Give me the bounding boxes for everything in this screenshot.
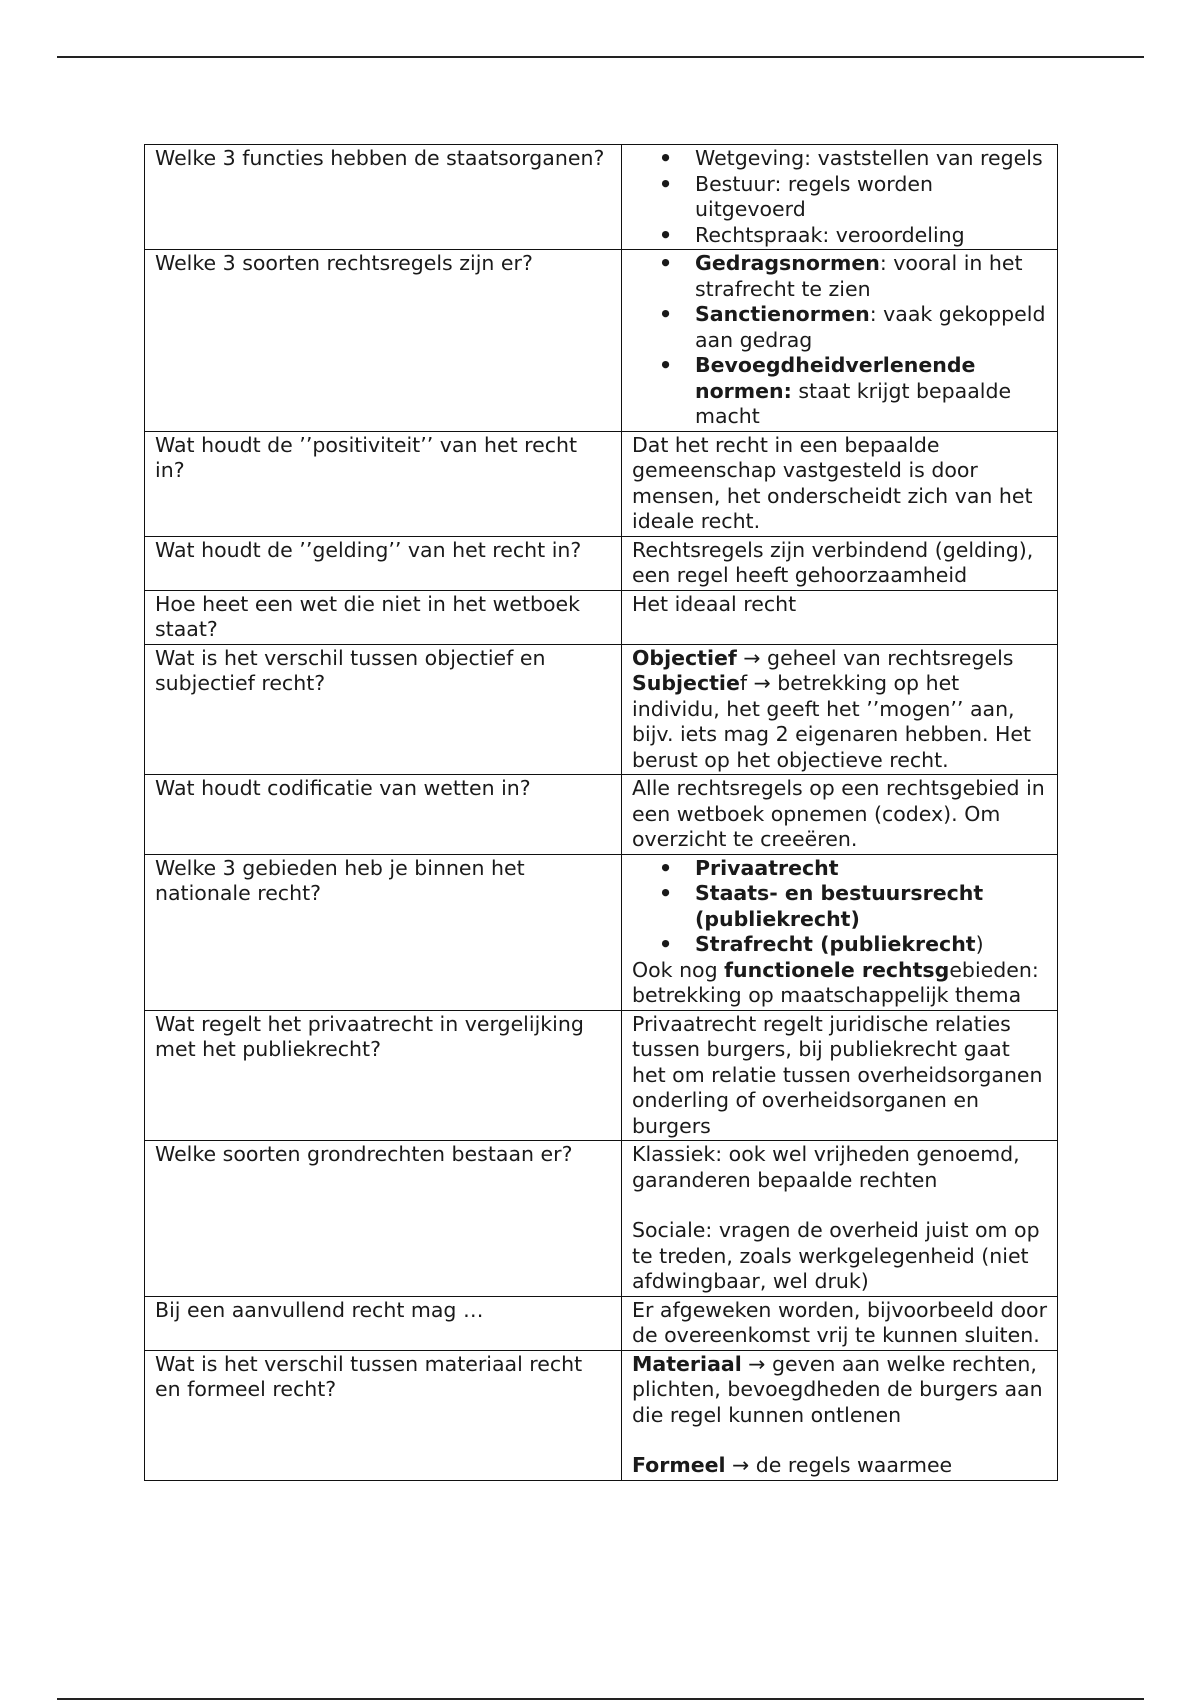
table-row bbox=[145, 590, 1058, 644]
answer-paragraph: Sociale: vragen de overheid juist om op te treden, zoals werkgelegenheid (niet afdwingbaar, wel druk) bbox=[632, 1218, 1040, 1293]
question-cell: Hoe heet een wet die niet in het wetboek staat? bbox=[145, 590, 622, 644]
answer-cell bbox=[622, 1350, 1058, 1480]
question-cell: Wat regelt het privaatrecht in vergelijking met het publiekrecht? bbox=[145, 1010, 622, 1141]
list-item: • Rechtspraak: veroordeling bbox=[695, 223, 1047, 249]
answer-list bbox=[632, 146, 1047, 248]
answer-cell: Er afgeweken worden, bijvoorbeeld door de overeenkomst vrij te kunnen sluiten. bbox=[622, 1296, 1058, 1350]
list-item: • Bevoegdheidverlenende normen: staat krijgt bepaalde macht bbox=[695, 353, 1047, 430]
answer-cell: Privaatrecht regelt juridische relaties tussen burgers, bij publiekrecht gaat het om relatie tussen overheidsorganen onderling of overheidsorganen en burgers bbox=[622, 1010, 1058, 1141]
list-item: • Wetgeving: vaststellen van regels bbox=[695, 146, 1047, 172]
table-row bbox=[145, 145, 1058, 250]
answer-list bbox=[632, 251, 1047, 430]
list-item: • Sanctienormen: vaak gekoppeld aan gedrag bbox=[695, 302, 1047, 353]
list-item: • Privaatrecht bbox=[695, 856, 1047, 882]
table-row bbox=[145, 1141, 1058, 1297]
answer-list bbox=[632, 856, 1047, 958]
answer-cell: Rechtsregels zijn verbindend (gelding), een regel heeft gehoorzaamheid bbox=[622, 536, 1058, 590]
answer-cell bbox=[622, 644, 1058, 775]
question-cell: Wat is het verschil tussen materiaal recht en formeel recht? bbox=[145, 1350, 622, 1480]
table-row bbox=[145, 250, 1058, 432]
question-cell: Wat houdt de ’’positiviteit’’ van het recht in? bbox=[145, 431, 622, 536]
table-row bbox=[145, 854, 1058, 1010]
question-cell: Bij een aanvullend recht mag … bbox=[145, 1296, 622, 1350]
list-item: • Gedragsnormen: vooral in het strafrecht te zien bbox=[695, 251, 1047, 302]
list-item: • Strafrecht (publiekrecht) bbox=[695, 932, 1047, 958]
question-cell: Welke 3 gebieden heb je binnen het nationale recht? bbox=[145, 854, 622, 1010]
question-cell: Welke 3 functies hebben de staatsorganen? bbox=[145, 145, 622, 250]
answer-cell bbox=[622, 1141, 1058, 1297]
answer-cell: Het ideaal recht bbox=[622, 590, 1058, 644]
qa-table bbox=[144, 144, 1058, 1481]
table-row bbox=[145, 644, 1058, 775]
answer-paragraph: Klassiek: ook wel vrijheden genoemd, garanderen bepaalde rechten bbox=[632, 1142, 1020, 1192]
answer-line: Subjectief → betrekking op het individu, het geeft het ’’mogen’’ aan, bijv. iets mag 2 eigenaren hebben. Het berust op het objectieve recht. bbox=[632, 671, 1032, 772]
answer-paragraph: Formeel → de regels waarmee bbox=[632, 1453, 953, 1477]
answer-cell bbox=[622, 250, 1058, 432]
question-cell: Wat houdt codificatie van wetten in? bbox=[145, 775, 622, 855]
table-row bbox=[145, 1350, 1058, 1480]
list-item: • Bestuur: regels worden uitgevoerd bbox=[695, 172, 1047, 223]
list-item: • Staats- en bestuursrecht (publiekrecht) bbox=[695, 881, 1047, 932]
table-row bbox=[145, 1010, 1058, 1141]
table-row bbox=[145, 536, 1058, 590]
question-cell: Wat houdt de ’’gelding’’ van het recht in? bbox=[145, 536, 622, 590]
answer-paragraph: Materiaal → geven aan welke rechten, plichten, bevoegdheden de burgers aan die regel kunnen ontlenen bbox=[632, 1351, 1043, 1427]
answer-cell bbox=[622, 145, 1058, 250]
answer-cell: Alle rechtsregels op een rechtsgebied in een wetboek opnemen (codex). Om overzicht te creeëren. bbox=[622, 775, 1058, 855]
answer-cell: Dat het recht in een bepaalde gemeenschap vastgesteld is door mensen, het onderscheidt zich van het ideale recht. bbox=[622, 431, 1058, 536]
answer-line: Objectief → geheel van rechtsregels bbox=[632, 645, 1014, 670]
question-cell: Wat is het verschil tussen objectief en subjectief recht? bbox=[145, 644, 622, 775]
table-row bbox=[145, 775, 1058, 855]
table-row bbox=[145, 431, 1058, 536]
header-rule bbox=[57, 56, 1144, 58]
question-cell: Welke soorten grondrechten bestaan er? bbox=[145, 1141, 622, 1297]
answer-line: Ook nog functionele rechtsgebieden: betrekking op maatschappelijk thema bbox=[632, 957, 1039, 1007]
question-cell: Welke 3 soorten rechtsregels zijn er? bbox=[145, 250, 622, 432]
table-row bbox=[145, 1296, 1058, 1350]
answer-cell bbox=[622, 854, 1058, 1010]
